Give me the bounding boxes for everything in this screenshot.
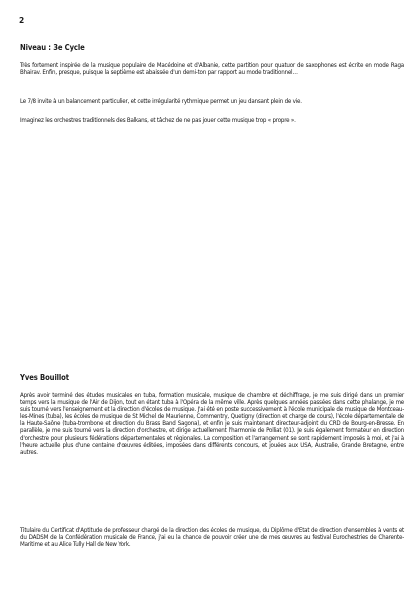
page-number: 2 — [19, 16, 25, 25]
author-bio-paragraph-2: Titulaire du Certificat d'Aptitude de professeur chargé de la direction des écoles de musique, du Diplôme d'Etat de direction d'ensembles à vents et du DADSM de la Confédération musicale de France, j'ai eu la chance de pouvoir créer une de mes œuvres au festival Eurochestries de Charente-Maritime et au Alice Tully Hall de New York. — [20, 527, 404, 549]
level-heading: Niveau : 3e Cycle — [20, 43, 85, 52]
author-bio-paragraph-1: Après avoir terminé des études musicales en tuba, formation musicale, musique de chambre et déchiffrage, je me suis dirigé dans un premier temps vers la musique de l'Air de Dijon, tout en étant tuba à l'Opéra de la même ville. Après quelques années passées dans cette phalange, je me suis tourné vers l'enseignement et la direction d'écoles de musique. J'ai été en poste successivement à l'école municipale de musique de Montceau-les-Mines (tuba), les écoles de musique de St Michel de Maurienne, Commentry, Quetigny (direction et charge de cours), l'école départementale de la Haute-Saône (tuba-trombone et direction du Brass Band Sagona), et enfin je suis maintenant directeur-adjoint du CRD de Bourg-en-Bresse. En parallèle, je me suis tourné vers la direction d'orchestre, et dirige actuellement l'harmonie de Polliat (01). Je suis également formateur en direction d'orchestre pour plusieurs fédérations départementales et régionales. La composition et l'arrangement se sont rapidement imposés à moi, et j'ai à l'heure actuelle plus d'une centaine d'œuvres éditées, imposées dans différents concours, et jouées aux USA, Australie, Grande Bretagne, entre autres. — [20, 392, 404, 456]
level-paragraph-1: Très fortement inspirée de la musique populaire de Macédoine et d'Albanie, cette partition pour quatuor de saxophones est écrite en mode Raga Bhairav. Enfin, presque, puisque la septième est abaissée d'un demi-ton par rapport au mode traditionnel… — [20, 62, 404, 77]
author-heading: Yves Bouillot — [20, 373, 69, 382]
level-paragraph-3: Imaginez les orchestres traditionnels des Balkans, et tâchez de ne pas jouer cette musique trop « propre ». — [20, 117, 296, 124]
level-paragraph-2: Le 7/8 invite à un balancement particulier, et cette irrégularité rythmique permet un jeu dansant plein de vie. — [20, 98, 302, 105]
